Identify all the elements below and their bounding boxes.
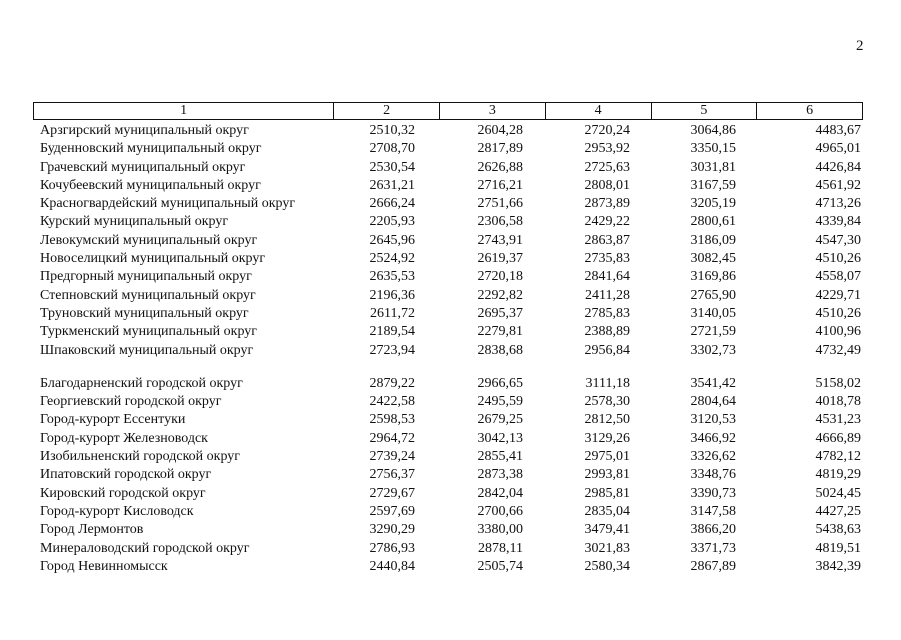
header-col-1: 1 bbox=[34, 103, 334, 119]
value-cell-col-3: 2716,21 bbox=[477, 177, 523, 193]
value-cell-col-5: 2804,64 bbox=[690, 394, 736, 410]
value-cell-col-5: 3140,05 bbox=[690, 305, 736, 321]
value-cell-col-5: 3082,45 bbox=[690, 251, 736, 267]
value-cell-col-4: 2429,22 bbox=[584, 214, 630, 230]
value-cell-col-4: 2411,28 bbox=[585, 287, 630, 303]
table-row bbox=[33, 503, 863, 521]
value-cell-col-4: 2953,92 bbox=[584, 141, 630, 157]
value-cell-col-4: 2720,24 bbox=[584, 123, 630, 138]
value-cell-col-3: 2743,91 bbox=[477, 232, 523, 248]
district-name: Буденновский муниципальный округ bbox=[40, 141, 262, 157]
table-row bbox=[33, 268, 863, 286]
value-cell-col-5: 3466,92 bbox=[690, 430, 736, 446]
value-cell-col-5: 3031,81 bbox=[690, 159, 736, 175]
value-cell-col-6: 4510,26 bbox=[815, 251, 861, 267]
value-cell-col-4: 2725,63 bbox=[584, 159, 630, 175]
value-cell-col-3: 2292,82 bbox=[477, 287, 523, 303]
district-name: Город-курорт Кисловодск bbox=[40, 503, 194, 519]
table-row bbox=[33, 122, 863, 140]
value-cell-col-5: 3350,15 bbox=[690, 141, 736, 157]
value-cell-col-2: 2635,53 bbox=[369, 269, 415, 285]
value-cell-col-4: 2873,89 bbox=[584, 196, 630, 212]
district-name: Новоселицкий муниципальный округ bbox=[40, 251, 266, 267]
value-cell-col-3: 2966,65 bbox=[477, 375, 523, 391]
value-cell-col-6: 4339,84 bbox=[815, 214, 861, 230]
value-cell-col-3: 2855,41 bbox=[477, 449, 523, 465]
value-cell-col-2: 2708,70 bbox=[369, 141, 415, 157]
value-cell-col-6: 3842,39 bbox=[815, 558, 861, 574]
value-cell-col-6: 4782,12 bbox=[815, 449, 861, 465]
table-row bbox=[33, 558, 863, 576]
value-cell-col-6: 4018,78 bbox=[815, 394, 861, 410]
district-name: Кировский городской округ bbox=[40, 485, 206, 501]
district-name: Предгорный муниципальный округ bbox=[40, 269, 252, 285]
table-row bbox=[33, 213, 863, 231]
district-name: Город Лермонтов bbox=[40, 522, 144, 538]
table-row bbox=[33, 375, 863, 393]
value-cell-col-5: 3866,20 bbox=[690, 522, 736, 538]
value-cell-col-3: 2279,81 bbox=[477, 324, 523, 340]
table-row bbox=[33, 177, 863, 195]
value-cell-col-6: 4229,71 bbox=[815, 287, 861, 303]
value-cell-col-5: 3371,73 bbox=[690, 540, 736, 556]
value-cell-col-4: 2580,34 bbox=[584, 558, 630, 574]
table-row bbox=[33, 411, 863, 429]
value-cell-col-5: 3120,53 bbox=[690, 412, 736, 428]
value-cell-col-4: 3129,26 bbox=[584, 430, 630, 446]
value-cell-col-2: 2729,67 bbox=[369, 485, 415, 501]
value-cell-col-6: 4427,25 bbox=[815, 503, 861, 519]
table-row bbox=[33, 305, 863, 323]
value-cell-col-2: 2666,24 bbox=[369, 196, 415, 212]
value-cell-col-2: 2598,53 bbox=[369, 412, 415, 428]
value-cell-col-2: 2964,72 bbox=[369, 430, 415, 446]
value-cell-col-4: 2956,84 bbox=[584, 342, 630, 358]
value-cell-col-4: 2863,87 bbox=[584, 232, 630, 248]
table-row bbox=[33, 430, 863, 448]
value-cell-col-5: 2867,89 bbox=[690, 558, 736, 574]
header-col-4: 4 bbox=[546, 103, 652, 119]
district-name: Левокумский муниципальный округ bbox=[40, 232, 258, 248]
value-cell-col-5: 3348,76 bbox=[690, 467, 736, 483]
value-cell-col-2: 2510,32 bbox=[369, 123, 415, 138]
value-cell-col-5: 3186,09 bbox=[690, 232, 736, 248]
value-cell-col-2: 2440,84 bbox=[369, 558, 415, 574]
value-cell-col-3: 2878,11 bbox=[478, 540, 523, 556]
district-name: Степновский муниципальный округ bbox=[40, 287, 256, 303]
value-cell-col-6: 4483,67 bbox=[815, 123, 861, 138]
value-cell-col-3: 3042,13 bbox=[477, 430, 523, 446]
district-name: Труновский муниципальный округ bbox=[40, 305, 249, 321]
value-cell-col-4: 2808,01 bbox=[584, 177, 630, 193]
value-cell-col-2: 2739,24 bbox=[369, 449, 415, 465]
value-cell-col-6: 5024,45 bbox=[815, 485, 861, 501]
value-cell-col-3: 2751,66 bbox=[477, 196, 523, 212]
value-cell-col-4: 3111,18 bbox=[585, 375, 630, 391]
district-name: Город-курорт Железноводск bbox=[40, 430, 208, 446]
table-row bbox=[33, 159, 863, 177]
table-row bbox=[33, 232, 863, 250]
value-cell-col-3: 2817,89 bbox=[477, 141, 523, 157]
table-header bbox=[33, 102, 863, 120]
value-cell-col-5: 3064,86 bbox=[690, 123, 736, 138]
table-row bbox=[33, 195, 863, 213]
value-cell-col-6: 4965,01 bbox=[815, 141, 861, 157]
district-name: Туркменский муниципальный округ bbox=[40, 324, 257, 340]
table-row bbox=[33, 521, 863, 539]
value-cell-col-6: 4819,51 bbox=[815, 540, 861, 556]
value-cell-col-6: 5158,02 bbox=[815, 375, 861, 391]
value-cell-col-6: 4732,49 bbox=[815, 342, 861, 358]
value-cell-col-4: 2993,81 bbox=[584, 467, 630, 483]
value-cell-col-5: 2800,61 bbox=[690, 214, 736, 230]
value-cell-col-3: 2604,28 bbox=[477, 123, 523, 138]
value-cell-col-4: 2985,81 bbox=[584, 485, 630, 501]
value-cell-col-6: 4547,30 bbox=[815, 232, 861, 248]
table-row bbox=[33, 466, 863, 484]
table-row bbox=[33, 393, 863, 411]
table-row bbox=[33, 485, 863, 503]
value-cell-col-6: 5438,63 bbox=[815, 522, 861, 538]
value-cell-col-2: 2645,96 bbox=[369, 232, 415, 248]
value-cell-col-5: 3147,58 bbox=[690, 503, 736, 519]
value-cell-col-2: 3290,29 bbox=[369, 522, 415, 538]
district-name: Город Невинномысск bbox=[40, 558, 168, 574]
header-col-3: 3 bbox=[440, 103, 546, 119]
value-cell-col-2: 2879,22 bbox=[369, 375, 415, 391]
value-cell-col-2: 2756,37 bbox=[369, 467, 415, 483]
value-cell-col-2: 2631,21 bbox=[369, 177, 415, 193]
group-separator bbox=[33, 360, 863, 375]
value-cell-col-3: 2679,25 bbox=[477, 412, 523, 428]
value-cell-col-3: 2842,04 bbox=[477, 485, 523, 501]
value-cell-col-6: 4100,96 bbox=[815, 324, 861, 340]
value-cell-col-2: 2196,36 bbox=[369, 287, 415, 303]
district-name: Ипатовский городской округ bbox=[40, 467, 212, 483]
value-cell-col-4: 2578,30 bbox=[584, 394, 630, 410]
value-cell-col-5: 3541,42 bbox=[690, 375, 736, 391]
header-col-6: 6 bbox=[806, 103, 814, 118]
value-cell-col-2: 2524,92 bbox=[369, 251, 415, 267]
value-cell-col-3: 2505,74 bbox=[477, 558, 523, 574]
value-cell-col-4: 2388,89 bbox=[584, 324, 630, 340]
district-name: Кочубеевский муниципальный округ bbox=[40, 177, 261, 193]
value-cell-col-2: 2205,93 bbox=[369, 214, 415, 230]
district-name: Красногвардейский муниципальный округ bbox=[40, 196, 296, 212]
table-row bbox=[33, 342, 863, 360]
district-name: Благодарненский городской округ bbox=[40, 375, 243, 391]
district-name: Минераловодский городской округ bbox=[40, 540, 250, 556]
header-col-5: 5 bbox=[652, 103, 758, 119]
table-row bbox=[33, 448, 863, 466]
table-row bbox=[33, 140, 863, 158]
value-cell-col-4: 3479,41 bbox=[584, 522, 630, 538]
district-name: Шпаковский муниципальный округ bbox=[40, 342, 254, 358]
district-name: Грачевский муниципальный округ bbox=[40, 159, 246, 175]
table-row bbox=[33, 287, 863, 305]
table-row bbox=[33, 540, 863, 558]
value-cell-col-4: 2812,50 bbox=[584, 412, 630, 428]
value-cell-col-5: 3169,86 bbox=[690, 269, 736, 285]
district-name: Изобильненский городской округ bbox=[40, 449, 241, 465]
table-row bbox=[33, 250, 863, 268]
value-cell-col-3: 2619,37 bbox=[477, 251, 523, 267]
district-name: Курский муниципальный округ bbox=[40, 214, 229, 230]
value-cell-col-4: 2785,83 bbox=[584, 305, 630, 321]
value-cell-col-3: 2626,88 bbox=[477, 159, 523, 175]
value-cell-col-6: 4510,26 bbox=[815, 305, 861, 321]
district-name: Город-курорт Ессентуки bbox=[40, 412, 186, 428]
district-name: Арзгирский муниципальный округ bbox=[40, 123, 249, 138]
value-cell-col-3: 2700,66 bbox=[477, 503, 523, 519]
value-cell-col-4: 2841,64 bbox=[584, 269, 630, 285]
page-number: 2 bbox=[856, 38, 864, 54]
value-cell-col-3: 2838,68 bbox=[477, 342, 523, 358]
value-cell-col-6: 4426,84 bbox=[815, 159, 861, 175]
value-cell-col-2: 2530,54 bbox=[369, 159, 415, 175]
value-cell-col-5: 2721,59 bbox=[690, 324, 736, 340]
table-row bbox=[33, 323, 863, 341]
header-col-2: 2 bbox=[334, 103, 440, 119]
value-cell-col-3: 2695,37 bbox=[477, 305, 523, 321]
value-cell-col-5: 3205,19 bbox=[690, 196, 736, 212]
value-cell-col-2: 2786,93 bbox=[369, 540, 415, 556]
value-cell-col-3: 2873,38 bbox=[477, 467, 523, 483]
value-cell-col-6: 4558,07 bbox=[815, 269, 861, 285]
table-body bbox=[33, 122, 863, 576]
value-cell-col-5: 3302,73 bbox=[690, 342, 736, 358]
value-cell-col-6: 4531,23 bbox=[815, 412, 861, 428]
value-cell-col-5: 3390,73 bbox=[690, 485, 736, 501]
value-cell-col-3: 2306,58 bbox=[477, 214, 523, 230]
value-cell-col-4: 2975,01 bbox=[584, 449, 630, 465]
value-cell-col-6: 4561,92 bbox=[815, 177, 861, 193]
value-cell-col-3: 2495,59 bbox=[477, 394, 523, 410]
value-cell-col-4: 3021,83 bbox=[584, 540, 630, 556]
value-cell-col-5: 3167,59 bbox=[690, 177, 736, 193]
value-cell-col-2: 2723,94 bbox=[369, 342, 415, 358]
value-cell-col-2: 2597,69 bbox=[369, 503, 415, 519]
value-cell-col-6: 4713,26 bbox=[815, 196, 861, 212]
value-cell-col-6: 4666,89 bbox=[815, 430, 861, 446]
value-cell-col-3: 3380,00 bbox=[477, 522, 523, 538]
value-cell-col-2: 2422,58 bbox=[369, 394, 415, 410]
value-cell-col-5: 2765,90 bbox=[690, 287, 736, 303]
value-cell-col-5: 3326,62 bbox=[690, 449, 736, 465]
value-cell-col-3: 2720,18 bbox=[477, 269, 523, 285]
value-cell-col-2: 2189,54 bbox=[369, 324, 415, 340]
value-cell-col-2: 2611,72 bbox=[370, 305, 415, 321]
value-cell-col-4: 2835,04 bbox=[584, 503, 630, 519]
value-cell-col-4: 2735,83 bbox=[584, 251, 630, 267]
district-name: Георгиевский городской округ bbox=[40, 394, 222, 410]
value-cell-col-6: 4819,29 bbox=[815, 467, 861, 483]
